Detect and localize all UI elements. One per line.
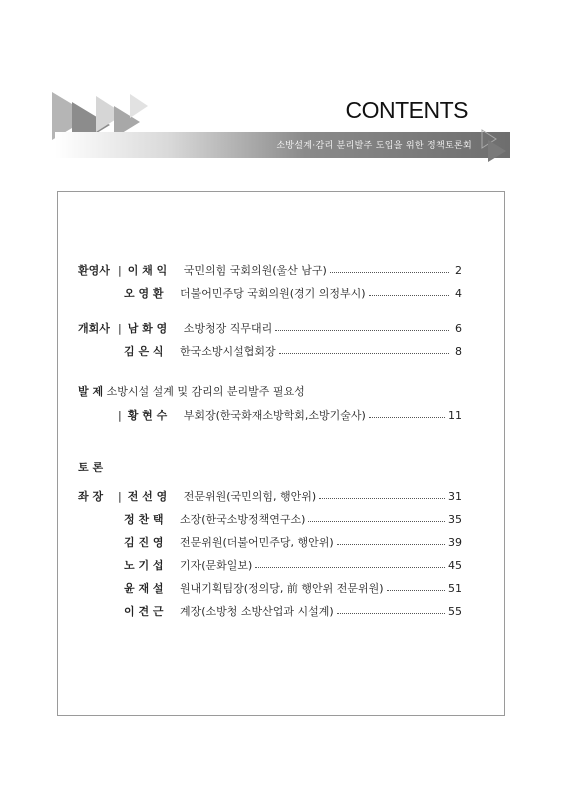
speaker-affiliation: 더불어민주당 국회의원(경기 의정부시) bbox=[180, 287, 366, 300]
role-label: 개회사 bbox=[78, 322, 110, 335]
speaker-name: 노 기 섭 bbox=[124, 559, 164, 572]
page-number: 45 bbox=[448, 558, 462, 572]
page-number: 11 bbox=[448, 408, 462, 422]
separator: | bbox=[118, 489, 122, 503]
subtitle-text: 소방설계·감리 분리발주 도입을 위한 정책토론회 bbox=[276, 141, 472, 151]
toc-entry[interactable] bbox=[78, 556, 462, 574]
presentation-heading bbox=[78, 383, 305, 399]
toc-entry[interactable] bbox=[78, 284, 462, 302]
speaker-name: 정 찬 택 bbox=[124, 513, 164, 526]
speaker-affiliation: 원내기획팀장(정의당, 前 행안위 전문위원) bbox=[180, 582, 384, 595]
toc-entry[interactable] bbox=[78, 342, 462, 360]
arrow-decoration-icon bbox=[478, 128, 510, 164]
subtitle-bar bbox=[55, 132, 510, 158]
page-number: 55 bbox=[448, 604, 462, 618]
speaker-affiliation: 부회장(한국화재소방학회,소방기술사) bbox=[183, 409, 366, 422]
role-label: 좌 장 bbox=[78, 490, 104, 503]
speaker-affiliation: 계장(소방청 소방산업과 시설계) bbox=[180, 605, 334, 618]
toc-entry[interactable] bbox=[78, 406, 462, 424]
speaker-name: 이 견 근 bbox=[124, 605, 164, 618]
toc-entry[interactable] bbox=[78, 487, 462, 505]
dot-leader bbox=[275, 329, 449, 331]
toc-entry[interactable] bbox=[78, 510, 462, 528]
separator: | bbox=[118, 263, 122, 277]
dot-leader bbox=[330, 271, 449, 273]
discussion-heading bbox=[78, 459, 103, 475]
role-label: 환영사 bbox=[78, 264, 110, 277]
dot-leader bbox=[387, 589, 445, 591]
presentation-topic: 소방시설 설계 및 감리의 분리발주 필요성 bbox=[106, 385, 305, 398]
speaker-affiliation: 한국소방시설협회장 bbox=[180, 345, 276, 358]
speaker-affiliation: 국민의힘 국회의원(울산 남구) bbox=[183, 264, 327, 277]
speaker-name: 전 선 영 bbox=[127, 490, 168, 503]
separator: | bbox=[118, 321, 122, 335]
toc-entry[interactable] bbox=[78, 319, 462, 337]
speaker-name: 남 화 영 bbox=[127, 322, 168, 335]
page-number: 8 bbox=[455, 344, 462, 358]
speaker-name: 김 진 영 bbox=[124, 536, 164, 549]
speaker-name: 윤 재 설 bbox=[124, 582, 164, 595]
toc-entry[interactable] bbox=[78, 579, 462, 597]
page-number: 2 bbox=[455, 263, 462, 277]
speaker-name: 김 은 식 bbox=[124, 345, 164, 358]
speaker-affiliation: 소방청장 직무대리 bbox=[183, 322, 273, 335]
page-number: 51 bbox=[448, 581, 462, 595]
speaker-affiliation: 전문위원(더불어민주당, 행안위) bbox=[180, 536, 334, 549]
speaker-affiliation: 기자(문화일보) bbox=[180, 559, 253, 572]
speaker-affiliation: 전문위원(국민의힘, 행안위) bbox=[183, 490, 317, 503]
discussion-title: 토 론 bbox=[78, 461, 104, 474]
dot-leader bbox=[308, 520, 445, 522]
page-number: 4 bbox=[455, 286, 462, 300]
page-number: 6 bbox=[455, 321, 462, 335]
speaker-name: 이 채 익 bbox=[127, 264, 168, 277]
dot-leader bbox=[369, 416, 445, 418]
dot-leader bbox=[337, 612, 445, 614]
page-number: 39 bbox=[448, 535, 462, 549]
toc-entry[interactable] bbox=[78, 533, 462, 551]
speaker-affiliation: 소장(한국소방정책연구소) bbox=[180, 513, 306, 526]
page-title: CONTENTS bbox=[345, 97, 468, 123]
toc-entry[interactable] bbox=[78, 602, 462, 620]
dot-leader bbox=[279, 352, 449, 354]
speaker-name: 오 영 환 bbox=[124, 287, 164, 300]
role-label: 발 제 bbox=[78, 385, 104, 398]
page-number: 35 bbox=[448, 512, 462, 526]
toc-entry[interactable] bbox=[78, 261, 462, 279]
speaker-name: 황 현 수 bbox=[127, 409, 168, 422]
separator: | bbox=[118, 408, 122, 422]
dot-leader bbox=[319, 497, 445, 499]
dot-leader bbox=[369, 294, 449, 296]
dot-leader bbox=[337, 543, 445, 545]
page-number: 31 bbox=[448, 489, 462, 503]
dot-leader bbox=[255, 566, 445, 568]
